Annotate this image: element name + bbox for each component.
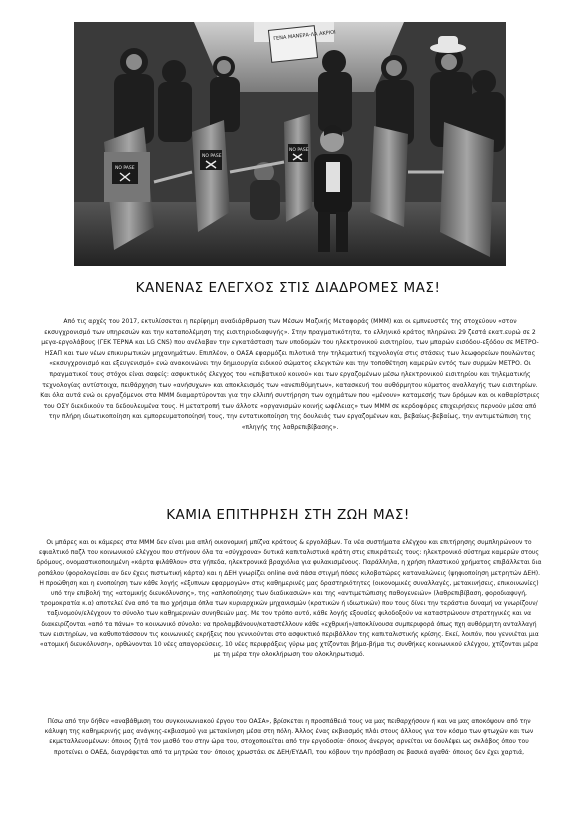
- metro-turnstile-photo-image: [74, 22, 506, 266]
- gate-label-3: NO PASE: [289, 148, 309, 153]
- section2-heading: ΚΑΜΙΑ ΕΠΙΤΗΡΗΣΗ ΣΤΗ ΖΩΗ ΜΑΣ!: [166, 507, 410, 523]
- section2-body-continued: Πίσω από την δήθεν «αναβάθμιση του συγκοινωνιακού έργου του ΟΑΣΑ», βρίσκεται η προσπάθειά τους να μας πειθαρχήσουν ή και να μας αποκόψουν από την κάλυψη της καθημερινής μας ανάγκης-εκβιασμού για μετακίνηση μέσα στη πόλη. Άλλος ένας εκβιασμός πλάι στους άλλους για τον κόσμο των φτωχών και των εκμεταλλευομένων: όποιος ζητά τον μισθό του στην ώρα του, στοχοποιείται από την εργοδοσία· όποιος άνεργος αρνείται να δουλέψει ως σκλάβος όπου του προτείνει ο ΟΑΕΔ, διαγράφεται από τα μητρώα του· όποιος χρωστάει σε ΔΕΗ/ΕΥΔΑΠ, του κόβουν την πρόσβαση σε βασικά αγαθά· όποιος δεν έχει χαρτιά,: [44, 718, 534, 756]
- section2-body: Οι μπάρες και οι κάμερες στα ΜΜΜ δεν είναι μια απλή οικονομική μπίζνα κράτους & εργολάβων. Τα νέα συστήματα ελέγχου και επιτήρησης συμπληρώνουν το εφιαλτικό παζλ του κοινωνικού ελέγχου που στήνουν όλα τα «σύγχρονα» δυτικά καπιταλιστικά κράτη στις επικράτειές τους: ηλεκτρονικό σύστημα καμερών στους δρόμους, ονομαστικοποιημένη «κάρτα φιλάθλου» στα γήπεδα, ηλεκτρονικά βραχιόλια για φυλακισμένους. Παράλληλα, η χρήση πλαστικού χρήματος επιβάλλεται δια ροπάλου (φορολογείσαι αν δεν έχεις πιστωτική κάρτα) και η ΔΕΗ γνωρίζει online ανά πάσα στιγμή πόσες κιλοβατώρες καταναλώνεις (ψηφιοποίηση μετρητών ΔΕΗ). Η προώθηση και η ενοποίηση των κάθε λογής «έξυπνων εφαρμογών» στις καθημερινές μας δραστηριότητες (οικονομικές συναλλαγές, μετακινήσεις, επικοινωνίες) υπό την επιβολή της «ατομικής διευκόλυνσης», της «απλοποίησης των διαδικασιών» και της «αντιμετώπισης παθογενειών» (λαθρεπιβίβαση, φοροδιαφυγή, τρομοκρατία κ.α) αποτελεί ένα από τα πιο χρήσιμα όπλα των κυριαρχικών μηχανισμών (κρατικών ή ιδιωτικών) που τους δίνει την τεράστια δυναμή να γνωρίζουν/ταξινομούν/ελέγχουν το σύνολο των καθημερινών συνηθειών μας. Με τον τρόπο αυτό, κάθε λογής εξουσίες φιλοδοξούν να καταστρώνουν στρατηγικές και να διακειρίζονται «από τα πάνω» το κοινωνικό σύνολο: να προλαμβάνουν/καταστέλλουν κάθε «εχθρική»/αποκλίνουσα συμπεριφορά όπως πχη αυθόρμητη ανταλλαγή των εισιτηρίων, να καθυποτάσσουν τις κοινωνικές εκρήξεις που γεννιούνται στο ασφυκτικό περιβάλλον της καπιταλιστικής κρίσης. Εκεί, λοιπόν, που γεννιέται μια «ατομική διευκόλυνση», ορθώνονται 10 νέες απαγορεύσεις, 10 νέες περιφράξεις γύρω μας χτίζονται βήμα-βήμα τις συνθήκες κοινωνικού ελέγχου, χτίζονται μέρα με τη μέρα την ολοκλήρωση του ολοκληρωτισμό.: [36, 539, 542, 659]
- protest-sign-text: ΓΕΝΑ ΜΑΝΕΡΑ-ΛΑ ΑΚΡΙΟΙ: [273, 29, 336, 43]
- gate-label-1: NO PASE: [115, 166, 135, 171]
- section1-heading: ΚΑΝΕΝΑΣ ΕΛΕΓΧΟΣ ΣΤΙΣ ΔΙΑΔΡΟΜΕΣ ΜΑΣ!: [135, 280, 441, 296]
- section1-body: Από τις αρχές του 2017, εκτυλίσσεται η περίφημη αναδιάρθρωση των Μέσων Μαζικής Μεταφοράς (ΜΜΜ) και οι εμπνευστές της στοχεύουν «στον εκσυγχρονισμό των υπηρεσιών και την καταπολέμηση της εισιτηριοδιαφυγής». Στην πραγματικότητα, το ελληνικό κράτος πληρώνει 29 ζεστά εκατ.ευρώ σε 2 μεγα-εργολάβους (ΓΕΚ ΤΕΡΝΑ και LG CNS) που ανέλαβαν την εγκατάσταση των υποδομών του ηλεκτρονικού εισιτηρίου, των μπαρών εισόδου-εξόδου σε ΜΕΤΡΟ-ΗΣΑΠ και των νέων επικυρωτικών μηχανημάτων. Επιπλέον, ο ΟΑΣΑ εφαρμόζει πιλοτικά την τηλεματική τεχνολογία στις στάσεις των λεωφορείων πουλώντας «εκσυγχρονισμό και εξευγενισμό» ενώ ανακοινώνει την δημιουργία ειδικού σώματος ελεγκτών και την τοποθέτηση καμερών εντός των συρμών ΜΕΤΡΟ. Οι πραγματικοί τους στόχοι είναι σαφείς: ασφυκτικός έλεγχος του «επιβατικού κοινού» και των εργαζομένων μέσω ηλεκτρονικού εισιτηρίου και τηλεματικής τεχνολογίας αντίστοιχα, πειθάρχηση των «ανήσυχων» και αποκλεισμός των «ανεπιθύμητων», κατασκευή του αυθόρμητου κύματος αναλλαγής των εισιτηρίων. Και όλα αυτά ενώ οι εργαζόμενοι στα ΜΜΜ διαμαρτύρονται για την ελλιπή συντήρηση των οχημάτων που «μένουν» καταμεσής των δρόμων και οι καθαρίστριες του ΟΣΥ διεκδικούν τα δεδουλευμένα τους. Η μετατροπή των άλλοτε «οργανισμών κοινής ωφέλειας» των ΜΜΜ σε κερδοφόρες επιχειρήσεις περνούν μέσα από την πλήρη ιδιωτικοποίηση και εμπορευματοποίησή τους, την εντατικοποίηση της δουλειάς των εργαζομένων και, βεβαίως-βεβαίως, την αντιμετώπιση της «πληγής της λαθρεπιβίβασης».: [40, 318, 540, 431]
- protest-photo: [74, 22, 506, 266]
- gate-label-2: NO PASE: [202, 154, 222, 159]
